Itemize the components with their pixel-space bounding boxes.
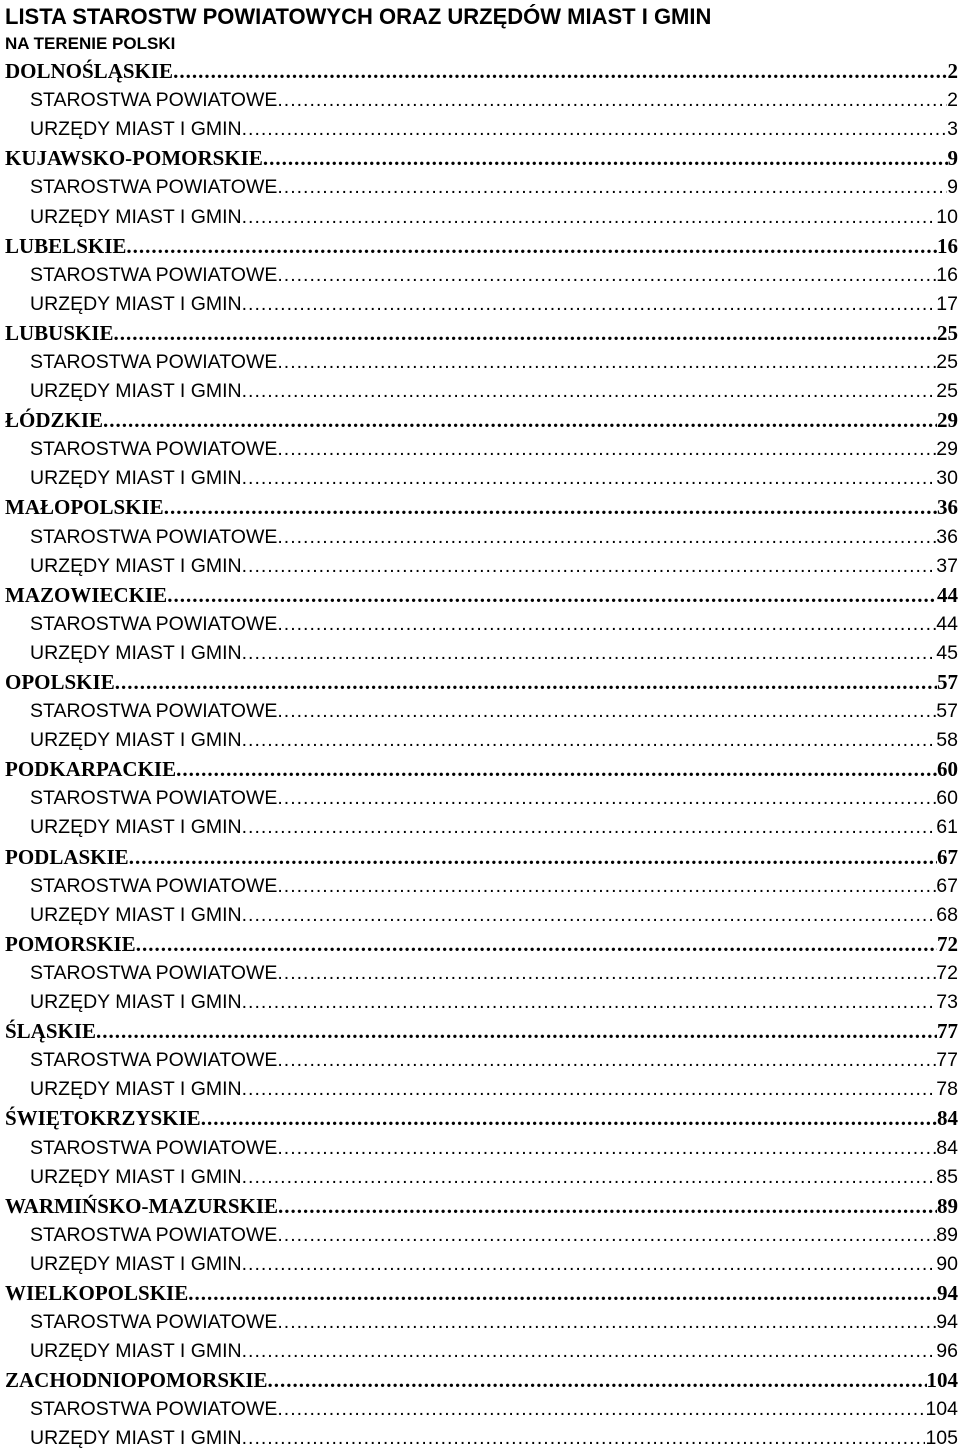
- toc-entry-label: STAROSTWA POWIATOWE: [30, 263, 278, 286]
- toc-entry-subsection[interactable]: [0, 726, 960, 755]
- toc-entry-voivodeship[interactable]: [0, 1192, 960, 1221]
- toc-entry-label: ZACHODNIOPOMORSKIE: [5, 1368, 268, 1393]
- toc-entry-label: POMORSKIE: [5, 931, 136, 956]
- toc-entry-label: STAROSTWA POWIATOWE: [30, 612, 278, 635]
- toc-page-number: 16: [937, 233, 958, 258]
- toc-dot-leader: [277, 351, 936, 374]
- toc-entry-label: STAROSTWA POWIATOWE: [30, 1311, 278, 1334]
- toc-entry-label: URZĘDY MIAST I GMIN: [30, 118, 242, 141]
- toc-entry-voivodeship[interactable]: [0, 1279, 960, 1308]
- toc-entry-subsection[interactable]: [0, 290, 960, 319]
- toc-entry-subsection[interactable]: [0, 1395, 960, 1424]
- toc-page-number: 90: [936, 1252, 958, 1275]
- toc-entry-label: WARMIŃSKO-MAZURSKIE: [5, 1193, 279, 1218]
- toc-entry-subsection[interactable]: [0, 1221, 960, 1250]
- toc-dot-leader: [126, 234, 937, 259]
- toc-entry-label: URZĘDY MIAST I GMIN: [30, 1340, 242, 1363]
- toc-entry-subsection[interactable]: [0, 523, 960, 552]
- toc-page-number: 84: [936, 1136, 958, 1159]
- toc-entry-voivodeship[interactable]: [0, 843, 960, 872]
- toc-entry-subsection[interactable]: [0, 639, 960, 668]
- toc-page-number: 72: [937, 931, 958, 956]
- toc-page-number: 10: [936, 205, 958, 228]
- toc-entry-voivodeship[interactable]: [0, 755, 960, 784]
- toc-dot-leader: [242, 1078, 937, 1101]
- toc-dot-leader: [167, 583, 937, 608]
- toc-dot-leader: [173, 59, 947, 84]
- toc-dot-leader: [242, 816, 937, 839]
- toc-dot-leader: [242, 380, 937, 403]
- toc-entry-label: ŚLĄSKIE: [5, 1019, 97, 1044]
- toc-dot-leader: [277, 962, 936, 985]
- toc-page-number: 61: [936, 816, 958, 839]
- toc-dot-leader: [242, 1340, 937, 1363]
- toc-page-number: 67: [937, 844, 958, 869]
- toc-page-number: 44: [936, 612, 958, 635]
- toc-entry-label: STAROSTWA POWIATOWE: [30, 1223, 278, 1246]
- toc-entry-label: STAROSTWA POWIATOWE: [30, 438, 278, 461]
- toc-entry-subsection[interactable]: [0, 552, 960, 581]
- toc-page-number: 58: [936, 729, 958, 752]
- toc-dot-leader: [136, 932, 937, 957]
- toc-entry-label: WIELKOPOLSKIE: [5, 1280, 189, 1305]
- toc-page-number: 16: [936, 263, 958, 286]
- toc-dot-leader: [268, 1368, 927, 1393]
- toc-entry-label: URZĘDY MIAST I GMIN: [30, 729, 242, 752]
- toc-entry-voivodeship[interactable]: [0, 1366, 960, 1395]
- toc-page-number: 84: [937, 1106, 958, 1131]
- toc-page-number: 3: [947, 118, 958, 141]
- toc-page-number: 57: [937, 670, 958, 695]
- toc-page-number: 89: [937, 1193, 958, 1218]
- toc-entry-voivodeship[interactable]: [0, 1017, 960, 1046]
- toc-entry-subsection[interactable]: [0, 1424, 960, 1453]
- toc-entry-label: STAROSTWA POWIATOWE: [30, 961, 278, 984]
- toc-entry-subsection[interactable]: [0, 1075, 960, 1104]
- toc-entry-voivodeship[interactable]: [0, 406, 960, 435]
- toc-entry-subsection[interactable]: [0, 202, 960, 231]
- toc-entry-label: MAŁOPOLSKIE: [5, 495, 164, 520]
- toc-entry-subsection[interactable]: [0, 697, 960, 726]
- toc-page-number: 89: [936, 1223, 958, 1246]
- toc-page-number: 77: [936, 1049, 958, 1072]
- toc-entry-subsection[interactable]: [0, 1163, 960, 1192]
- toc-entry-subsection[interactable]: [0, 261, 960, 290]
- toc-entry-voivodeship[interactable]: [0, 581, 960, 610]
- toc-dot-leader: [277, 1049, 936, 1072]
- document-subtitle: NA TERENIE POLSKI: [5, 34, 176, 53]
- toc-dot-leader: [103, 408, 937, 433]
- toc-dot-leader: [201, 1106, 937, 1131]
- toc-page-number: 68: [936, 903, 958, 926]
- toc-page-number: 25: [937, 320, 958, 345]
- toc-dot-leader: [242, 904, 937, 927]
- toc-entry-voivodeship[interactable]: [0, 57, 960, 86]
- toc-dot-leader: [242, 555, 937, 578]
- toc-page-number: 30: [936, 467, 958, 490]
- toc-dot-leader: [277, 1311, 936, 1334]
- toc-dot-leader: [176, 757, 937, 782]
- toc-entry-voivodeship[interactable]: [0, 1104, 960, 1133]
- toc-entry-label: URZĘDY MIAST I GMIN: [30, 991, 242, 1014]
- toc-dot-leader: [277, 176, 947, 199]
- toc-page-number: 17: [936, 292, 958, 315]
- toc-page-number: 60: [936, 787, 958, 810]
- toc-entry-label: PODLASKIE: [5, 844, 129, 869]
- toc-page-number: 77: [937, 1019, 958, 1044]
- toc-dot-leader: [164, 495, 937, 520]
- toc-entry-label: STAROSTWA POWIATOWE: [30, 1049, 278, 1072]
- toc-page-number: 94: [937, 1280, 958, 1305]
- toc-entry-label: URZĘDY MIAST I GMIN: [30, 816, 242, 839]
- toc-dot-leader: [96, 1019, 937, 1044]
- toc-entry-subsection[interactable]: [0, 1250, 960, 1279]
- toc-entry-label: STAROSTWA POWIATOWE: [30, 89, 278, 112]
- toc-entry-label: OPOLSKIE: [5, 670, 115, 695]
- toc-page-number: 105: [925, 1427, 958, 1450]
- toc-dot-leader: [242, 991, 937, 1014]
- toc-entry-subsection[interactable]: [0, 959, 960, 988]
- toc-dot-leader: [277, 1224, 936, 1247]
- toc-entry-subsection[interactable]: [0, 86, 960, 115]
- toc-page-number: 57: [936, 700, 958, 723]
- toc-entry-subsection[interactable]: [0, 1046, 960, 1075]
- toc-dot-leader: [277, 787, 936, 810]
- toc-page-number: 85: [936, 1165, 958, 1188]
- toc-entry-label: MAZOWIECKIE: [5, 582, 168, 607]
- toc-dot-leader: [277, 1398, 925, 1421]
- toc-entry-voivodeship[interactable]: [0, 668, 960, 697]
- toc-page-number: 72: [936, 961, 958, 984]
- toc-page-number: 60: [937, 757, 958, 782]
- toc-dot-leader: [242, 118, 948, 141]
- toc-dot-leader: [242, 729, 937, 752]
- toc-dot-leader: [277, 613, 936, 636]
- toc-entry-subsection[interactable]: [0, 813, 960, 842]
- toc-dot-leader: [242, 467, 937, 490]
- toc-entry-label: DOLNOŚLĄSKIE: [5, 59, 174, 84]
- toc-page-number: 9: [947, 146, 958, 171]
- toc-entry-subsection[interactable]: [0, 115, 960, 144]
- toc-entry-label: LUBUSKIE: [5, 320, 114, 345]
- toc-entry-label: STAROSTWA POWIATOWE: [30, 874, 278, 897]
- toc-entry-label: URZĘDY MIAST I GMIN: [30, 1165, 242, 1188]
- toc-dot-leader: [242, 642, 937, 665]
- toc-page-number: 104: [925, 1398, 958, 1421]
- toc-dot-leader: [277, 700, 936, 723]
- toc-page-number: 2: [947, 89, 958, 112]
- toc-entry-label: ŁÓDZKIE: [5, 408, 104, 433]
- toc-entry-subsection[interactable]: [0, 988, 960, 1017]
- toc-dot-leader: [277, 89, 947, 112]
- document-title: LISTA STAROSTW POWIATOWYCH ORAZ URZĘDÓW MIAST I GMIN: [5, 4, 712, 29]
- toc-dot-leader: [115, 670, 937, 695]
- toc-dot-leader: [277, 1137, 936, 1160]
- toc-entry-label: ŚWIĘTOKRZYSKIE: [5, 1106, 201, 1131]
- toc-page-number: 37: [936, 554, 958, 577]
- toc-page-number: 25: [936, 380, 958, 403]
- toc-page-number: 25: [936, 350, 958, 373]
- toc-entry-label: URZĘDY MIAST I GMIN: [30, 292, 242, 315]
- toc-entry-subsection[interactable]: [0, 610, 960, 639]
- toc-dot-leader: [242, 1427, 926, 1450]
- toc-entry-label: URZĘDY MIAST I GMIN: [30, 903, 242, 926]
- toc-dot-leader: [277, 438, 936, 461]
- toc-page-number: 78: [936, 1078, 958, 1101]
- toc-dot-leader: [277, 526, 936, 549]
- toc-dot-leader: [129, 845, 937, 870]
- toc-page-number: 29: [936, 438, 958, 461]
- toc-entry-subsection[interactable]: [0, 173, 960, 202]
- toc-dot-leader: [277, 264, 936, 287]
- toc-entry-label: URZĘDY MIAST I GMIN: [30, 205, 242, 228]
- toc-entry-label: URZĘDY MIAST I GMIN: [30, 1078, 242, 1101]
- toc-page-number: 45: [936, 641, 958, 664]
- toc-entry-voivodeship[interactable]: [0, 493, 960, 522]
- toc-page-number: 73: [936, 991, 958, 1014]
- toc-page-number: 36: [937, 495, 958, 520]
- toc-page-number: 2: [947, 59, 958, 84]
- toc-entry-label: URZĘDY MIAST I GMIN: [30, 467, 242, 490]
- toc-dot-leader: [242, 1253, 937, 1276]
- toc-dot-leader: [263, 146, 948, 171]
- toc-entry-label: KUJAWSKO-POMORSKIE: [5, 146, 263, 171]
- toc-entry-label: URZĘDY MIAST I GMIN: [30, 554, 242, 577]
- toc-entry-label: STAROSTWA POWIATOWE: [30, 350, 278, 373]
- toc-entry-label: STAROSTWA POWIATOWE: [30, 1136, 278, 1159]
- toc-page-number: 9: [947, 176, 958, 199]
- toc-page-number: 44: [937, 582, 958, 607]
- toc-dot-leader: [242, 206, 937, 229]
- toc-entry-subsection[interactable]: [0, 377, 960, 406]
- toc-entry-subsection[interactable]: [0, 1337, 960, 1366]
- toc-dot-leader: [114, 321, 937, 346]
- toc-page-number: 36: [936, 525, 958, 548]
- table-of-contents: [0, 57, 960, 1454]
- toc-entry-subsection[interactable]: [0, 901, 960, 930]
- toc-page-number: 67: [936, 874, 958, 897]
- toc-entry-label: STAROSTWA POWIATOWE: [30, 525, 278, 548]
- toc-page-number: 94: [936, 1311, 958, 1334]
- toc-entry-voivodeship[interactable]: [0, 930, 960, 959]
- toc-entry-label: STAROSTWA POWIATOWE: [30, 1398, 278, 1421]
- toc-entry-label: LUBELSKIE: [5, 233, 127, 258]
- toc-dot-leader: [278, 1194, 937, 1219]
- toc-entry-label: STAROSTWA POWIATOWE: [30, 176, 278, 199]
- toc-dot-leader: [242, 293, 937, 316]
- toc-dot-leader: [277, 875, 936, 898]
- toc-entry-voivodeship[interactable]: [0, 319, 960, 348]
- toc-entry-label: URZĘDY MIAST I GMIN: [30, 1252, 242, 1275]
- toc-entry-label: STAROSTWA POWIATOWE: [30, 787, 278, 810]
- toc-entry-voivodeship[interactable]: [0, 232, 960, 261]
- toc-dot-leader: [188, 1281, 937, 1306]
- toc-entry-label: URZĘDY MIAST I GMIN: [30, 1427, 242, 1450]
- toc-entry-subsection[interactable]: [0, 464, 960, 493]
- toc-page-number: 29: [937, 408, 958, 433]
- toc-entry-subsection[interactable]: [0, 435, 960, 464]
- toc-page-number: 104: [926, 1368, 958, 1393]
- toc-entry-subsection[interactable]: [0, 872, 960, 901]
- toc-entry-label: URZĘDY MIAST I GMIN: [30, 641, 242, 664]
- toc-entry-subsection[interactable]: [0, 1308, 960, 1337]
- toc-entry-voivodeship[interactable]: [0, 144, 960, 173]
- toc-entry-subsection[interactable]: [0, 784, 960, 813]
- toc-entry-subsection[interactable]: [0, 1133, 960, 1162]
- toc-entry-label: URZĘDY MIAST I GMIN: [30, 380, 242, 403]
- toc-entry-label: STAROSTWA POWIATOWE: [30, 700, 278, 723]
- toc-dot-leader: [242, 1166, 937, 1189]
- toc-entry-subsection[interactable]: [0, 348, 960, 377]
- toc-entry-label: PODKARPACKIE: [5, 757, 177, 782]
- toc-page-number: 96: [936, 1340, 958, 1363]
